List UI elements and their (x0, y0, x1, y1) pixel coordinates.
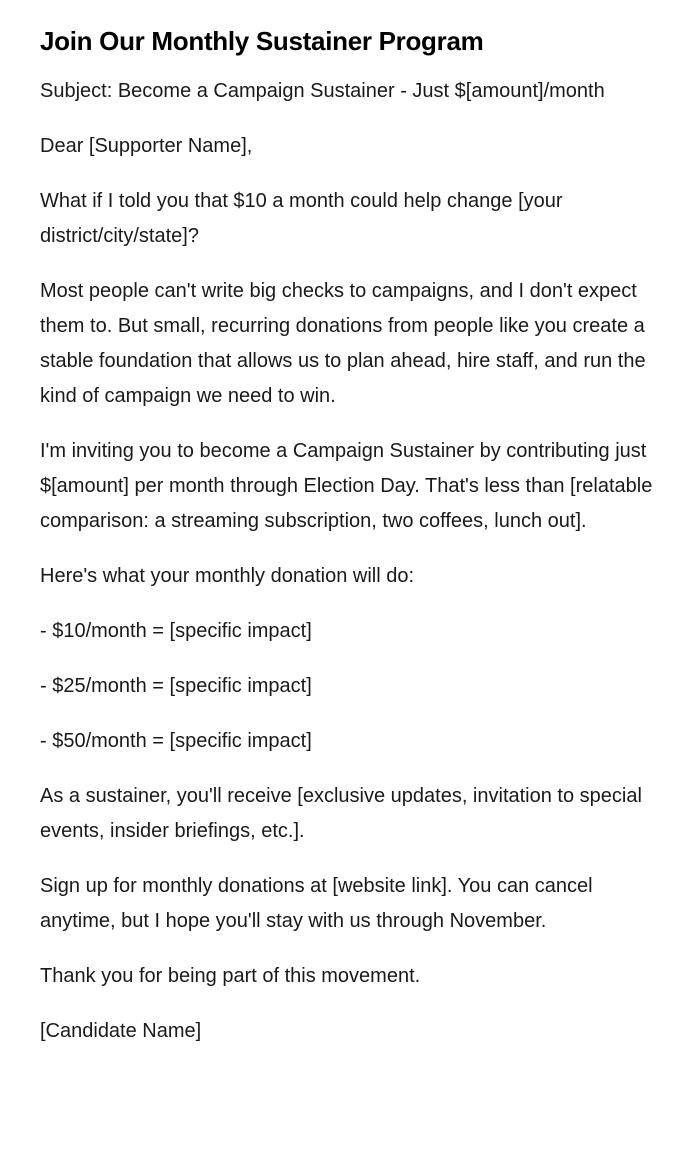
impact-item-10: - $10/month = [specific impact] (40, 620, 312, 642)
thank-you-line: Thank you for being part of this movement. (40, 965, 421, 987)
impact-item-50: - $50/month = [specific impact] (40, 730, 312, 752)
impact-intro: Here's what your monthly donation will do: (40, 565, 415, 587)
signature: [Candidate Name] (40, 1020, 202, 1042)
opening-question: What if I told you that $10 a month could help change [your district/city/state]? (40, 190, 563, 247)
subject-line: Subject: Become a Campaign Sustainer - Just $[amount]/month (40, 80, 605, 102)
sustainer-benefits: As a sustainer, you'll receive [exclusive updates, invitation to special events, insider briefings, etc.]. (40, 785, 642, 842)
salutation: Dear [Supporter Name], (40, 135, 253, 157)
page-title: Join Our Monthly Sustainer Program (40, 26, 484, 56)
signup-call-to-action: Sign up for monthly donations at [website link]. You can cancel anytime, but I hope you'll stay with us through November. (40, 875, 593, 932)
body-paragraph-invitation: I'm inviting you to become a Campaign Sustainer by contributing just $[amount] per month through Election Day. That's less than [relatable comparison: a streaming subscription, two coffees, lunch out]. (40, 440, 653, 532)
impact-item-25: - $25/month = [specific impact] (40, 675, 312, 697)
body-paragraph-recurring: Most people can't write big checks to campaigns, and I don't expect them to. But small, recurring donations from people like you create a stable foundation that allows us to plan ahead, hire staff, and run the kind of campaign we need to win. (40, 280, 646, 407)
